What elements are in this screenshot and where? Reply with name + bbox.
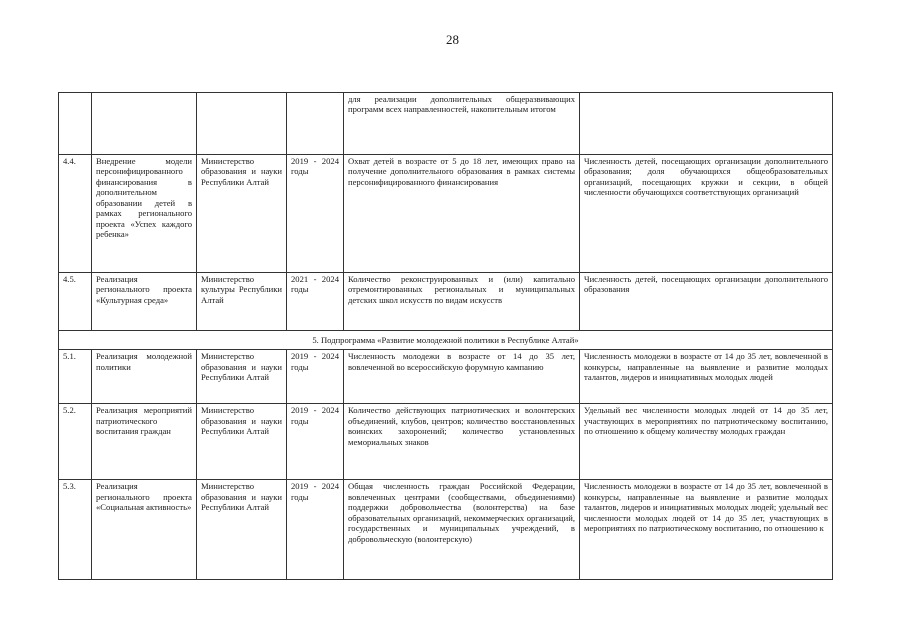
cell-period-text: 2019 - 2024 годы: [291, 405, 339, 426]
cell-no: 5.1.: [59, 350, 92, 404]
cell-executor: [197, 155, 287, 273]
cell-executor: [197, 350, 287, 404]
cell-executor: [197, 93, 287, 155]
cell-no: [59, 93, 92, 155]
section-row: [59, 331, 833, 350]
table-body-section: [59, 331, 833, 350]
table-body-a: [59, 155, 833, 331]
cell-executor-text: Министерство культуры Республики Алтай: [201, 274, 282, 305]
cell-no: 5.3.: [59, 480, 92, 580]
cell-period: [287, 273, 344, 331]
cell-period: [287, 404, 344, 480]
cell-indicator: [344, 404, 580, 480]
cell-result: [580, 273, 833, 331]
cell-indicator-text: Охват детей в возрасте от 5 до 18 лет, имеющих право на получение дополнительного образования в рамках системы персонифицированного финансирования: [348, 156, 575, 187]
cell-executor: [197, 404, 287, 480]
cell-indicator-text: Численность молодежи в возрасте от 14 до 35 лет, вовлеченной во всероссийскую форумную кампанию: [348, 351, 575, 372]
cell-executor-text: Министерство образования и науки Республики Алтай: [201, 351, 282, 383]
cell-period: [287, 155, 344, 273]
cell-period: [287, 480, 344, 580]
measures-table: [58, 92, 833, 580]
cell-measure: [92, 404, 197, 480]
cell-period-text: 2019 - 2024 годы: [291, 156, 339, 177]
cell-period: [287, 93, 344, 155]
cell-result: [580, 93, 833, 155]
cell-measure: [92, 350, 197, 404]
cell-measure-text: Реализация регионального проекта «Социальная активность»: [96, 481, 192, 513]
cell-measure: [92, 273, 197, 331]
cell-period-text: 2019 - 2024 годы: [291, 481, 339, 502]
cell-result-text: Численность молодежи в возрасте от 14 до 35 лет, вовлеченной в конкурсы, направленные на выявление и развитие молодых талантов, лидеров и инициативных молодых людей; удельный вес численности молодых людей от 14 до 35 лет, участвующих в мероприятиях по патриотическому воспитанию, по отношению к: [584, 481, 828, 534]
cell-indicator: [344, 350, 580, 404]
cell-result: [580, 155, 833, 273]
cell-measure-text: Реализация регионального проекта «Культурная среда»: [96, 274, 192, 305]
cell-executor-text: Министерство образования и науки Республики Алтай: [201, 405, 282, 437]
cell-indicator: [344, 155, 580, 273]
cell-executor: [197, 273, 287, 331]
cell-indicator: [344, 480, 580, 580]
cell-period: [287, 350, 344, 404]
cell-executor-text: Министерство образования и науки Республики Алтай: [201, 481, 282, 513]
cell-executor: [197, 480, 287, 580]
page-number: 28: [446, 32, 459, 47]
cell-indicator: [344, 273, 580, 331]
cell-measure: [92, 480, 197, 580]
cell-period-text: 2019 - 2024 годы: [291, 351, 339, 372]
cell-no: 4.4.: [59, 155, 92, 273]
table-row: [59, 155, 833, 273]
cell-measure: [92, 155, 197, 273]
cell-indicator-text: Количество действующих патриотических и волонтерских объединений, клубов, центров; количество восстановленных воинских захоронений; количество установленных мемориальных знаков: [348, 405, 575, 447]
table-row: [59, 404, 833, 480]
cell-result: [580, 350, 833, 404]
cell-measure-text: Реализация мероприятий патриотического воспитания граждан: [96, 405, 192, 437]
table-row: [59, 480, 833, 580]
cell-period-text: 2021 - 2024 годы: [291, 274, 339, 295]
cell-no: 4.5.: [59, 273, 92, 331]
cell-result-text: Численность молодежи в возрасте от 14 до 35 лет, вовлеченной в конкурсы, направленные на выявление и развитие молодых талантов, лидеров и инициативных молодых людей: [584, 351, 828, 383]
section-title: 5. Подпрограмма «Развитие молодежной политики в Республике Алтай»: [59, 331, 833, 350]
cell-measure: [92, 93, 197, 155]
cell-result-text: Численность детей, посещающих организации дополнительного образования; доля обучающихся общеобразовательных организаций, посещающих кружки и секции, в общей численности обучающихся соответствующих организаций: [584, 156, 828, 198]
cell-result: [580, 480, 833, 580]
cell-executor-text: Министерство образования и науки Республики Алтай: [201, 156, 282, 187]
table-row: [59, 350, 833, 404]
cell-measure-text: Внедрение модели персонифицированного финансирования в дополнительном образовании детей в рамках регионального проекта «Успех каждого ребенка»: [96, 156, 192, 240]
cell-indicator: [344, 93, 580, 155]
cell-measure-text: Реализация молодежной политики: [96, 351, 192, 372]
table-body-b: [59, 350, 833, 580]
cell-result-text: Удельный вес численности молодых людей от 14 до 35 лет, участвующих в мероприятиях по патриотическому воспитанию, по отношению к общему количеству молодых граждан: [584, 405, 828, 437]
cell-no: 5.2.: [59, 404, 92, 480]
cell-result-text: Численность детей, посещающих организации дополнительного образования: [584, 274, 828, 295]
cell-indicator-text: Общая численность граждан Российской Федерации, вовлеченных центрами (сообществами, объединениями) поддержки добровольчества (волонтерства) на базе образовательных организаций, некоммерческих организаций, государственных и муниципальных учреждений, в добровольческую (волонтерскую): [348, 481, 575, 544]
table-row: [59, 273, 833, 331]
table-body-top: [59, 93, 833, 155]
table-row: [59, 93, 833, 155]
cell-indicator-text: для реализации дополнительных общеразвивающих программ всех направленностей, накопительным итогом: [348, 94, 575, 115]
cell-indicator-text: Количество реконструированных и (или) капитально отремонтированных региональных и муниципальных детских школ искусств по видам искусств: [348, 274, 575, 305]
cell-result: [580, 404, 833, 480]
